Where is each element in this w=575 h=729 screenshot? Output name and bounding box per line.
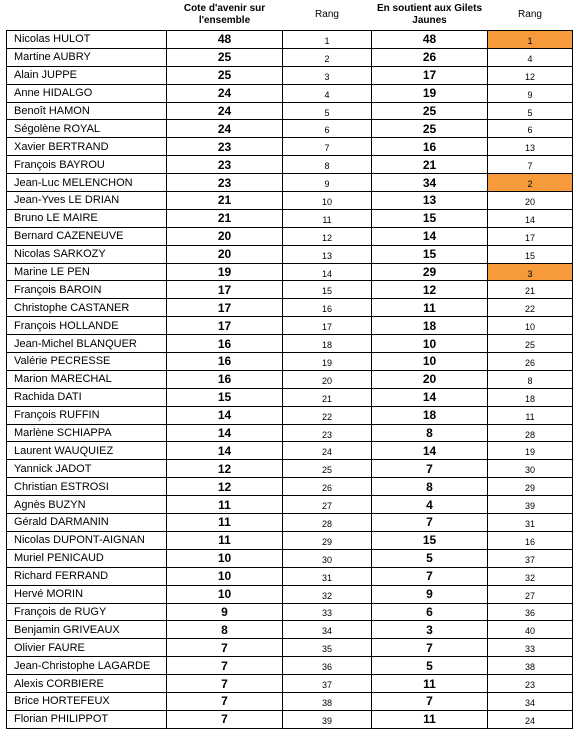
cote-value: 23 [167, 156, 283, 174]
rang-soutien: 17 [488, 227, 573, 245]
politician-name: Bruno LE MAIRE [7, 209, 167, 227]
soutien-value: 11 [372, 675, 488, 693]
table-row [7, 102, 573, 120]
soutien-value: 17 [372, 66, 488, 84]
table-body [7, 31, 573, 729]
rang-soutien: 38 [488, 657, 573, 675]
table-row [7, 388, 573, 406]
cote-value: 11 [167, 531, 283, 549]
cote-value: 8 [167, 621, 283, 639]
politician-name: Marlène SCHIAPPA [7, 424, 167, 442]
rang-soutien: 26 [488, 353, 573, 371]
soutien-value: 5 [372, 657, 488, 675]
rang-overall: 35 [283, 639, 372, 657]
cote-value: 14 [167, 406, 283, 424]
politician-name: Yannick JADOT [7, 460, 167, 478]
rang-overall: 32 [283, 585, 372, 603]
rang-overall: 10 [283, 192, 372, 210]
cote-value: 17 [167, 317, 283, 335]
soutien-value: 8 [372, 478, 488, 496]
rang-soutien: 22 [488, 299, 573, 317]
rang-soutien: 12 [488, 66, 573, 84]
rang-overall: 37 [283, 675, 372, 693]
rang-overall: 20 [283, 370, 372, 388]
rang-soutien: 28 [488, 424, 573, 442]
rang-soutien: 36 [488, 603, 573, 621]
politician-name: Olivier FAURE [7, 639, 167, 657]
cote-value: 9 [167, 603, 283, 621]
cote-value: 10 [167, 567, 283, 585]
rang-soutien: 11 [488, 406, 573, 424]
politician-name: Richard FERRAND [7, 567, 167, 585]
table-row [7, 424, 573, 442]
cote-value: 7 [167, 675, 283, 693]
cote-value: 7 [167, 639, 283, 657]
rang-overall: 23 [283, 424, 372, 442]
rang-overall: 7 [283, 138, 372, 156]
soutien-value: 7 [372, 567, 488, 585]
table-row [7, 66, 573, 84]
table-row [7, 639, 573, 657]
rang-overall: 4 [283, 84, 372, 102]
table-row [7, 84, 573, 102]
soutien-value: 18 [372, 317, 488, 335]
politician-name: Christian ESTROSI [7, 478, 167, 496]
rang-soutien: 40 [488, 621, 573, 639]
table-row [7, 156, 573, 174]
table-row [7, 192, 573, 210]
politician-name: Nicolas HULOT [7, 31, 167, 49]
cote-value: 10 [167, 585, 283, 603]
rang-overall: 24 [283, 442, 372, 460]
soutien-value: 15 [372, 209, 488, 227]
cote-value: 25 [167, 48, 283, 66]
politician-name: Jean-Luc MELENCHON [7, 174, 167, 192]
table-row [7, 370, 573, 388]
table-row [7, 531, 573, 549]
soutien-value: 19 [372, 84, 488, 102]
cote-value: 7 [167, 657, 283, 675]
politician-name: Nicolas DUPONT-AIGNAN [7, 531, 167, 549]
table-row [7, 442, 573, 460]
rang-overall: 19 [283, 353, 372, 371]
politician-name: François de RUGY [7, 603, 167, 621]
soutien-value: 7 [372, 514, 488, 532]
soutien-value: 25 [372, 102, 488, 120]
soutien-value: 7 [372, 460, 488, 478]
ranking-table [6, 0, 573, 729]
soutien-value: 7 [372, 692, 488, 710]
table-row [7, 657, 573, 675]
table-row [7, 621, 573, 639]
politician-name: François BAYROU [7, 156, 167, 174]
rang-soutien: 4 [488, 48, 573, 66]
politician-name: Hervé MORIN [7, 585, 167, 603]
rang-soutien: 25 [488, 335, 573, 353]
rang-soutien: 18 [488, 388, 573, 406]
politician-name: Jean-Michel BLANQUER [7, 335, 167, 353]
soutien-value: 16 [372, 138, 488, 156]
rang-soutien: 39 [488, 496, 573, 514]
rang-overall: 16 [283, 299, 372, 317]
soutien-value: 11 [372, 299, 488, 317]
soutien-value: 18 [372, 406, 488, 424]
rang-soutien: 33 [488, 639, 573, 657]
table-row [7, 692, 573, 710]
cote-value: 16 [167, 370, 283, 388]
cote-value: 14 [167, 442, 283, 460]
soutien-value: 8 [372, 424, 488, 442]
rang-overall: 39 [283, 710, 372, 728]
table-row [7, 138, 573, 156]
soutien-value: 6 [372, 603, 488, 621]
politician-name: Nicolas SARKOZY [7, 245, 167, 263]
table-row [7, 120, 573, 138]
rang-soutien: 20 [488, 192, 573, 210]
rang-overall: 30 [283, 549, 372, 567]
table-row [7, 227, 573, 245]
politician-name: Rachida DATI [7, 388, 167, 406]
politician-name: Alexis CORBIERE [7, 675, 167, 693]
header-cote: Cote d'avenir sur l'ensemble [183, 3, 266, 26]
soutien-value: 29 [372, 263, 488, 281]
politician-name: Jean-Yves LE DRIAN [7, 192, 167, 210]
politician-name: Marion MARECHAL [7, 370, 167, 388]
politician-name: Agnès BUZYN [7, 496, 167, 514]
rang-overall: 21 [283, 388, 372, 406]
politician-name: Bernard CAZENEUVE [7, 227, 167, 245]
rang-soutien: 9 [488, 84, 573, 102]
rang-soutien: 32 [488, 567, 573, 585]
cote-value: 21 [167, 192, 283, 210]
cote-value: 20 [167, 227, 283, 245]
cote-value: 25 [167, 66, 283, 84]
table-row [7, 48, 573, 66]
rang-overall: 3 [283, 66, 372, 84]
table-row [7, 317, 573, 335]
rang-overall: 5 [283, 102, 372, 120]
cote-value: 21 [167, 209, 283, 227]
rang-soutien: 2 [488, 174, 573, 192]
rang-overall: 27 [283, 496, 372, 514]
politician-name: François RUFFIN [7, 406, 167, 424]
rang-overall: 17 [283, 317, 372, 335]
cote-value: 17 [167, 281, 283, 299]
rang-overall: 13 [283, 245, 372, 263]
soutien-value: 4 [372, 496, 488, 514]
cote-value: 7 [167, 692, 283, 710]
cote-value: 24 [167, 102, 283, 120]
rang-soutien: 31 [488, 514, 573, 532]
rang-overall: 36 [283, 657, 372, 675]
table-header [7, 0, 573, 31]
cote-value: 12 [167, 460, 283, 478]
table-row [7, 174, 573, 192]
table-row [7, 353, 573, 371]
politician-name: Gérald DARMANIN [7, 514, 167, 532]
politician-name: Martine AUBRY [7, 48, 167, 66]
soutien-value: 48 [372, 31, 488, 49]
rang-overall: 33 [283, 603, 372, 621]
header-name-empty [7, 0, 167, 31]
politician-name: Christophe CASTANER [7, 299, 167, 317]
rang-soutien: 8 [488, 370, 573, 388]
rang-overall: 2 [283, 48, 372, 66]
soutien-value: 14 [372, 227, 488, 245]
cote-value: 11 [167, 514, 283, 532]
rang-overall: 25 [283, 460, 372, 478]
rang-soutien: 16 [488, 531, 573, 549]
table-row [7, 496, 573, 514]
cote-value: 14 [167, 424, 283, 442]
rang-soutien: 34 [488, 692, 573, 710]
rang-overall: 15 [283, 281, 372, 299]
cote-value: 12 [167, 478, 283, 496]
rang-soutien: 7 [488, 156, 573, 174]
rang-overall: 38 [283, 692, 372, 710]
soutien-value: 14 [372, 442, 488, 460]
politician-name: Ségolène ROYAL [7, 120, 167, 138]
rang-overall: 26 [283, 478, 372, 496]
cote-value: 16 [167, 353, 283, 371]
soutien-value: 26 [372, 48, 488, 66]
table-row [7, 514, 573, 532]
rang-soutien: 23 [488, 675, 573, 693]
table-row [7, 209, 573, 227]
soutien-value: 15 [372, 245, 488, 263]
soutien-value: 10 [372, 353, 488, 371]
rang-soutien: 37 [488, 549, 573, 567]
rang-overall: 14 [283, 263, 372, 281]
table-row [7, 406, 573, 424]
rang-soutien: 6 [488, 120, 573, 138]
cote-value: 17 [167, 299, 283, 317]
rang-overall: 9 [283, 174, 372, 192]
politician-name: Benoît HAMON [7, 102, 167, 120]
rang-overall: 34 [283, 621, 372, 639]
rang-overall: 11 [283, 209, 372, 227]
table-row [7, 263, 573, 281]
rang-overall: 18 [283, 335, 372, 353]
rang-overall: 22 [283, 406, 372, 424]
politician-name: Muriel PENICAUD [7, 549, 167, 567]
rang-soutien: 15 [488, 245, 573, 263]
rang-soutien: 30 [488, 460, 573, 478]
table-row [7, 460, 573, 478]
soutien-value: 34 [372, 174, 488, 192]
cote-value: 11 [167, 496, 283, 514]
politician-name: Valérie PECRESSE [7, 353, 167, 371]
table-row [7, 585, 573, 603]
rang-overall: 8 [283, 156, 372, 174]
cote-value: 20 [167, 245, 283, 263]
soutien-value: 21 [372, 156, 488, 174]
rang-soutien: 21 [488, 281, 573, 299]
politician-name: Anne HIDALGO [7, 84, 167, 102]
rang-soutien: 5 [488, 102, 573, 120]
cote-value: 23 [167, 174, 283, 192]
rang-overall: 29 [283, 531, 372, 549]
politician-name: Benjamin GRIVEAUX [7, 621, 167, 639]
politician-name: Laurent WAUQUIEZ [7, 442, 167, 460]
table-row [7, 567, 573, 585]
cote-value: 15 [167, 388, 283, 406]
rang-overall: 1 [283, 31, 372, 49]
header-rang-2: Rang [518, 9, 542, 20]
rang-overall: 6 [283, 120, 372, 138]
politician-name: Florian PHILIPPOT [7, 710, 167, 728]
soutien-value: 20 [372, 370, 488, 388]
politician-name: François BAROIN [7, 281, 167, 299]
rang-overall: 12 [283, 227, 372, 245]
rang-soutien: 29 [488, 478, 573, 496]
soutien-value: 25 [372, 120, 488, 138]
cote-value: 48 [167, 31, 283, 49]
rang-overall: 31 [283, 567, 372, 585]
header-rang-1: Rang [315, 9, 339, 20]
soutien-value: 14 [372, 388, 488, 406]
table-row [7, 675, 573, 693]
rang-soutien: 27 [488, 585, 573, 603]
cote-value: 7 [167, 710, 283, 728]
table-row [7, 335, 573, 353]
rang-soutien: 3 [488, 263, 573, 281]
soutien-value: 15 [372, 531, 488, 549]
politician-name: Alain JUPPE [7, 66, 167, 84]
table-row [7, 281, 573, 299]
politician-name: Marine LE PEN [7, 263, 167, 281]
header-soutien: En soutient aux Gilets Jaunes [376, 3, 483, 26]
cote-value: 10 [167, 549, 283, 567]
soutien-value: 13 [372, 192, 488, 210]
soutien-value: 11 [372, 710, 488, 728]
table-row [7, 31, 573, 49]
soutien-value: 5 [372, 549, 488, 567]
soutien-value: 12 [372, 281, 488, 299]
cote-value: 16 [167, 335, 283, 353]
soutien-value: 10 [372, 335, 488, 353]
table-row [7, 299, 573, 317]
rang-soutien: 1 [488, 31, 573, 49]
politician-name: Brice HORTEFEUX [7, 692, 167, 710]
table-row [7, 245, 573, 263]
rang-soutien: 24 [488, 710, 573, 728]
table-row [7, 549, 573, 567]
table-row [7, 603, 573, 621]
rang-soutien: 13 [488, 138, 573, 156]
table-row [7, 478, 573, 496]
rang-overall: 28 [283, 514, 372, 532]
rang-soutien: 10 [488, 317, 573, 335]
soutien-value: 9 [372, 585, 488, 603]
politician-name: François HOLLANDE [7, 317, 167, 335]
soutien-value: 7 [372, 639, 488, 657]
soutien-value: 3 [372, 621, 488, 639]
cote-value: 19 [167, 263, 283, 281]
cote-value: 24 [167, 84, 283, 102]
rang-soutien: 19 [488, 442, 573, 460]
cote-value: 23 [167, 138, 283, 156]
table-row [7, 710, 573, 728]
politician-name: Xavier BERTRAND [7, 138, 167, 156]
rang-soutien: 14 [488, 209, 573, 227]
politician-name: Jean-Christophe LAGARDE [7, 657, 167, 675]
cote-value: 24 [167, 120, 283, 138]
